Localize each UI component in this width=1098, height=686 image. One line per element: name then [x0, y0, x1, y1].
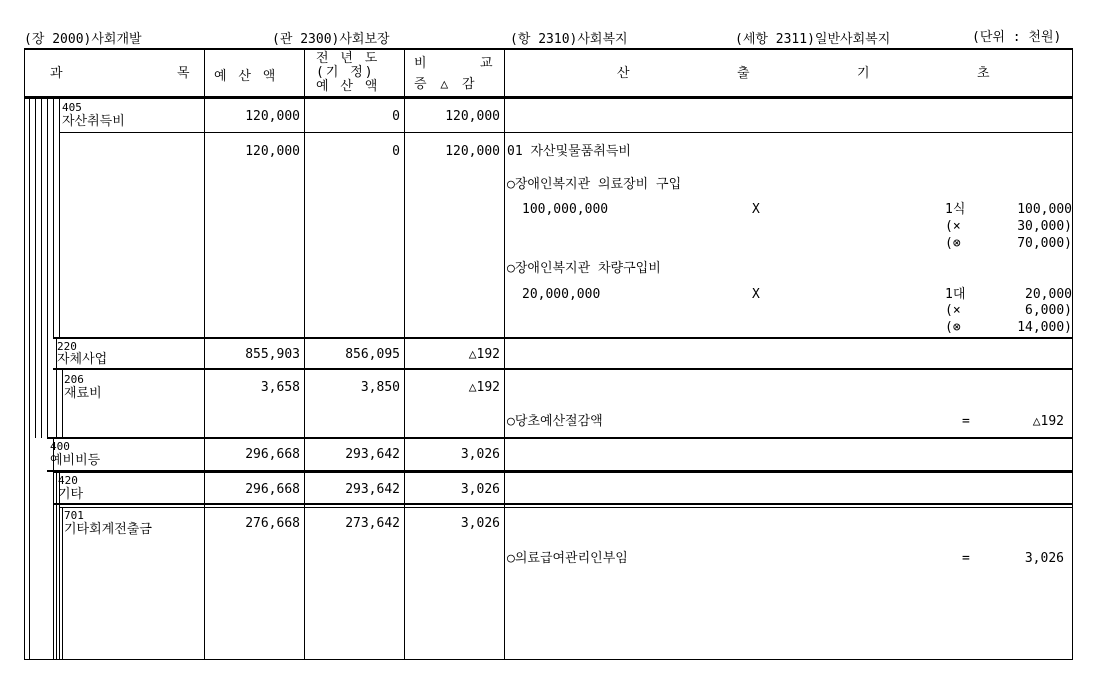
row-405-name: 자산취득비: [62, 114, 125, 129]
header-calc-3: 기: [857, 66, 870, 81]
calc-medical: ○의료급여관리인부임: [507, 551, 628, 566]
row-420-code: 420: [58, 474, 78, 487]
row-420-name: 기타: [58, 487, 84, 502]
calc-item1-x: X: [752, 202, 760, 217]
row-420-budget: 296,668: [245, 482, 300, 497]
calc-item1-p2: (×: [945, 219, 961, 234]
calc-item2-v1: 20,000: [1025, 287, 1072, 302]
header-calc-2: 출: [737, 66, 750, 81]
row-701-code: 701: [64, 509, 84, 522]
header-calc-1: 산: [617, 66, 630, 81]
calc-saving-value: △192: [1032, 414, 1064, 429]
calc-saving: ○당초예산절감액: [507, 414, 603, 429]
row-405b-prev: 0: [392, 144, 400, 159]
row-405-prev: 0: [392, 109, 400, 124]
row-220-name: 자체사업: [57, 352, 108, 367]
row-206-diff: △192: [468, 380, 500, 395]
calc-item1-unit: 1식: [945, 202, 966, 217]
calc-item2-p2: (×: [945, 303, 961, 318]
row-220-budget: 855,903: [245, 347, 300, 362]
gwan-label: (관 2300)사회보장: [272, 32, 390, 47]
row-206-budget: 3,658: [260, 380, 300, 395]
row-405-code: 405: [62, 101, 82, 114]
calc-item2-x: X: [752, 287, 760, 302]
calc-medical-value: 3,026: [1024, 551, 1064, 566]
header-prev-line2: (기 정): [316, 65, 375, 80]
row-220-code: 220: [57, 340, 77, 353]
row-701-diff: 3,026: [460, 516, 500, 531]
header-calc-4: 초: [977, 66, 990, 81]
header-prev-line3: 예 산 액: [316, 79, 380, 94]
hang-label: (항 2310)사회복지: [510, 32, 628, 47]
calc-item2-amount: 20,000,000: [522, 287, 601, 302]
calc-item1-v3: 70,000): [1017, 236, 1072, 251]
row-400-prev: 293,642: [345, 447, 400, 462]
jang-label: (장 2000)사회개발: [24, 32, 142, 47]
calc-item1-v1: 100,000: [1017, 202, 1072, 217]
row-701-name: 기타회계전출금: [64, 522, 152, 537]
row-701-prev: 273,642: [345, 516, 400, 531]
row-420-diff: 3,026: [460, 482, 500, 497]
calc-item2-unit: 1대: [945, 287, 966, 302]
calc-item2-p3: (⊗: [945, 320, 961, 335]
sehang-label: (세항 2311)일반사회복지: [735, 32, 891, 47]
row-405-budget: 120,000: [245, 109, 300, 124]
calc-item1: ○장애인복지관 의료장비 구입: [507, 177, 682, 192]
header-budget: 예 산 액: [214, 69, 278, 84]
calc-item2: ○장애인복지관 차량구입비: [507, 261, 661, 276]
row-701-budget: 276,668: [245, 516, 300, 531]
row-405-diff: 120,000: [445, 109, 500, 124]
calc-title: 01 자산및물품취득비: [507, 144, 631, 159]
header-subject-b: 목: [177, 66, 190, 81]
calc-saving-eq: =: [962, 414, 970, 429]
row-220-diff: △192: [468, 347, 500, 362]
row-400-name: 예비비등: [50, 453, 101, 468]
row-206-name: 재료비: [64, 386, 102, 401]
calc-item1-v2: 30,000): [1017, 219, 1072, 234]
header-subject-a: 과: [50, 66, 63, 81]
row-400-budget: 296,668: [245, 447, 300, 462]
row-220-prev: 856,095: [345, 347, 400, 362]
header-diff-a: 비: [414, 56, 427, 71]
row-405b-diff: 120,000: [445, 144, 500, 159]
row-400-code: 400: [50, 440, 70, 453]
calc-item1-p3: (⊗: [945, 236, 961, 251]
calc-medical-eq: =: [962, 551, 970, 566]
header-diff-line2: 증 △ 감: [414, 77, 478, 92]
header-diff-b: 교: [480, 56, 493, 71]
row-405b-budget: 120,000: [245, 144, 300, 159]
unit-label: (단위 : 천원): [972, 30, 1062, 45]
calc-item1-amount: 100,000,000: [522, 202, 609, 217]
row-206-prev: 3,850: [360, 380, 400, 395]
row-400-diff: 3,026: [460, 447, 500, 462]
row-420-prev: 293,642: [345, 482, 400, 497]
header-prev-line1: 전 년 도: [316, 51, 380, 66]
calc-item2-v2: 6,000): [1025, 303, 1072, 318]
row-206-code: 206: [64, 373, 84, 386]
calc-item2-v3: 14,000): [1017, 320, 1072, 335]
